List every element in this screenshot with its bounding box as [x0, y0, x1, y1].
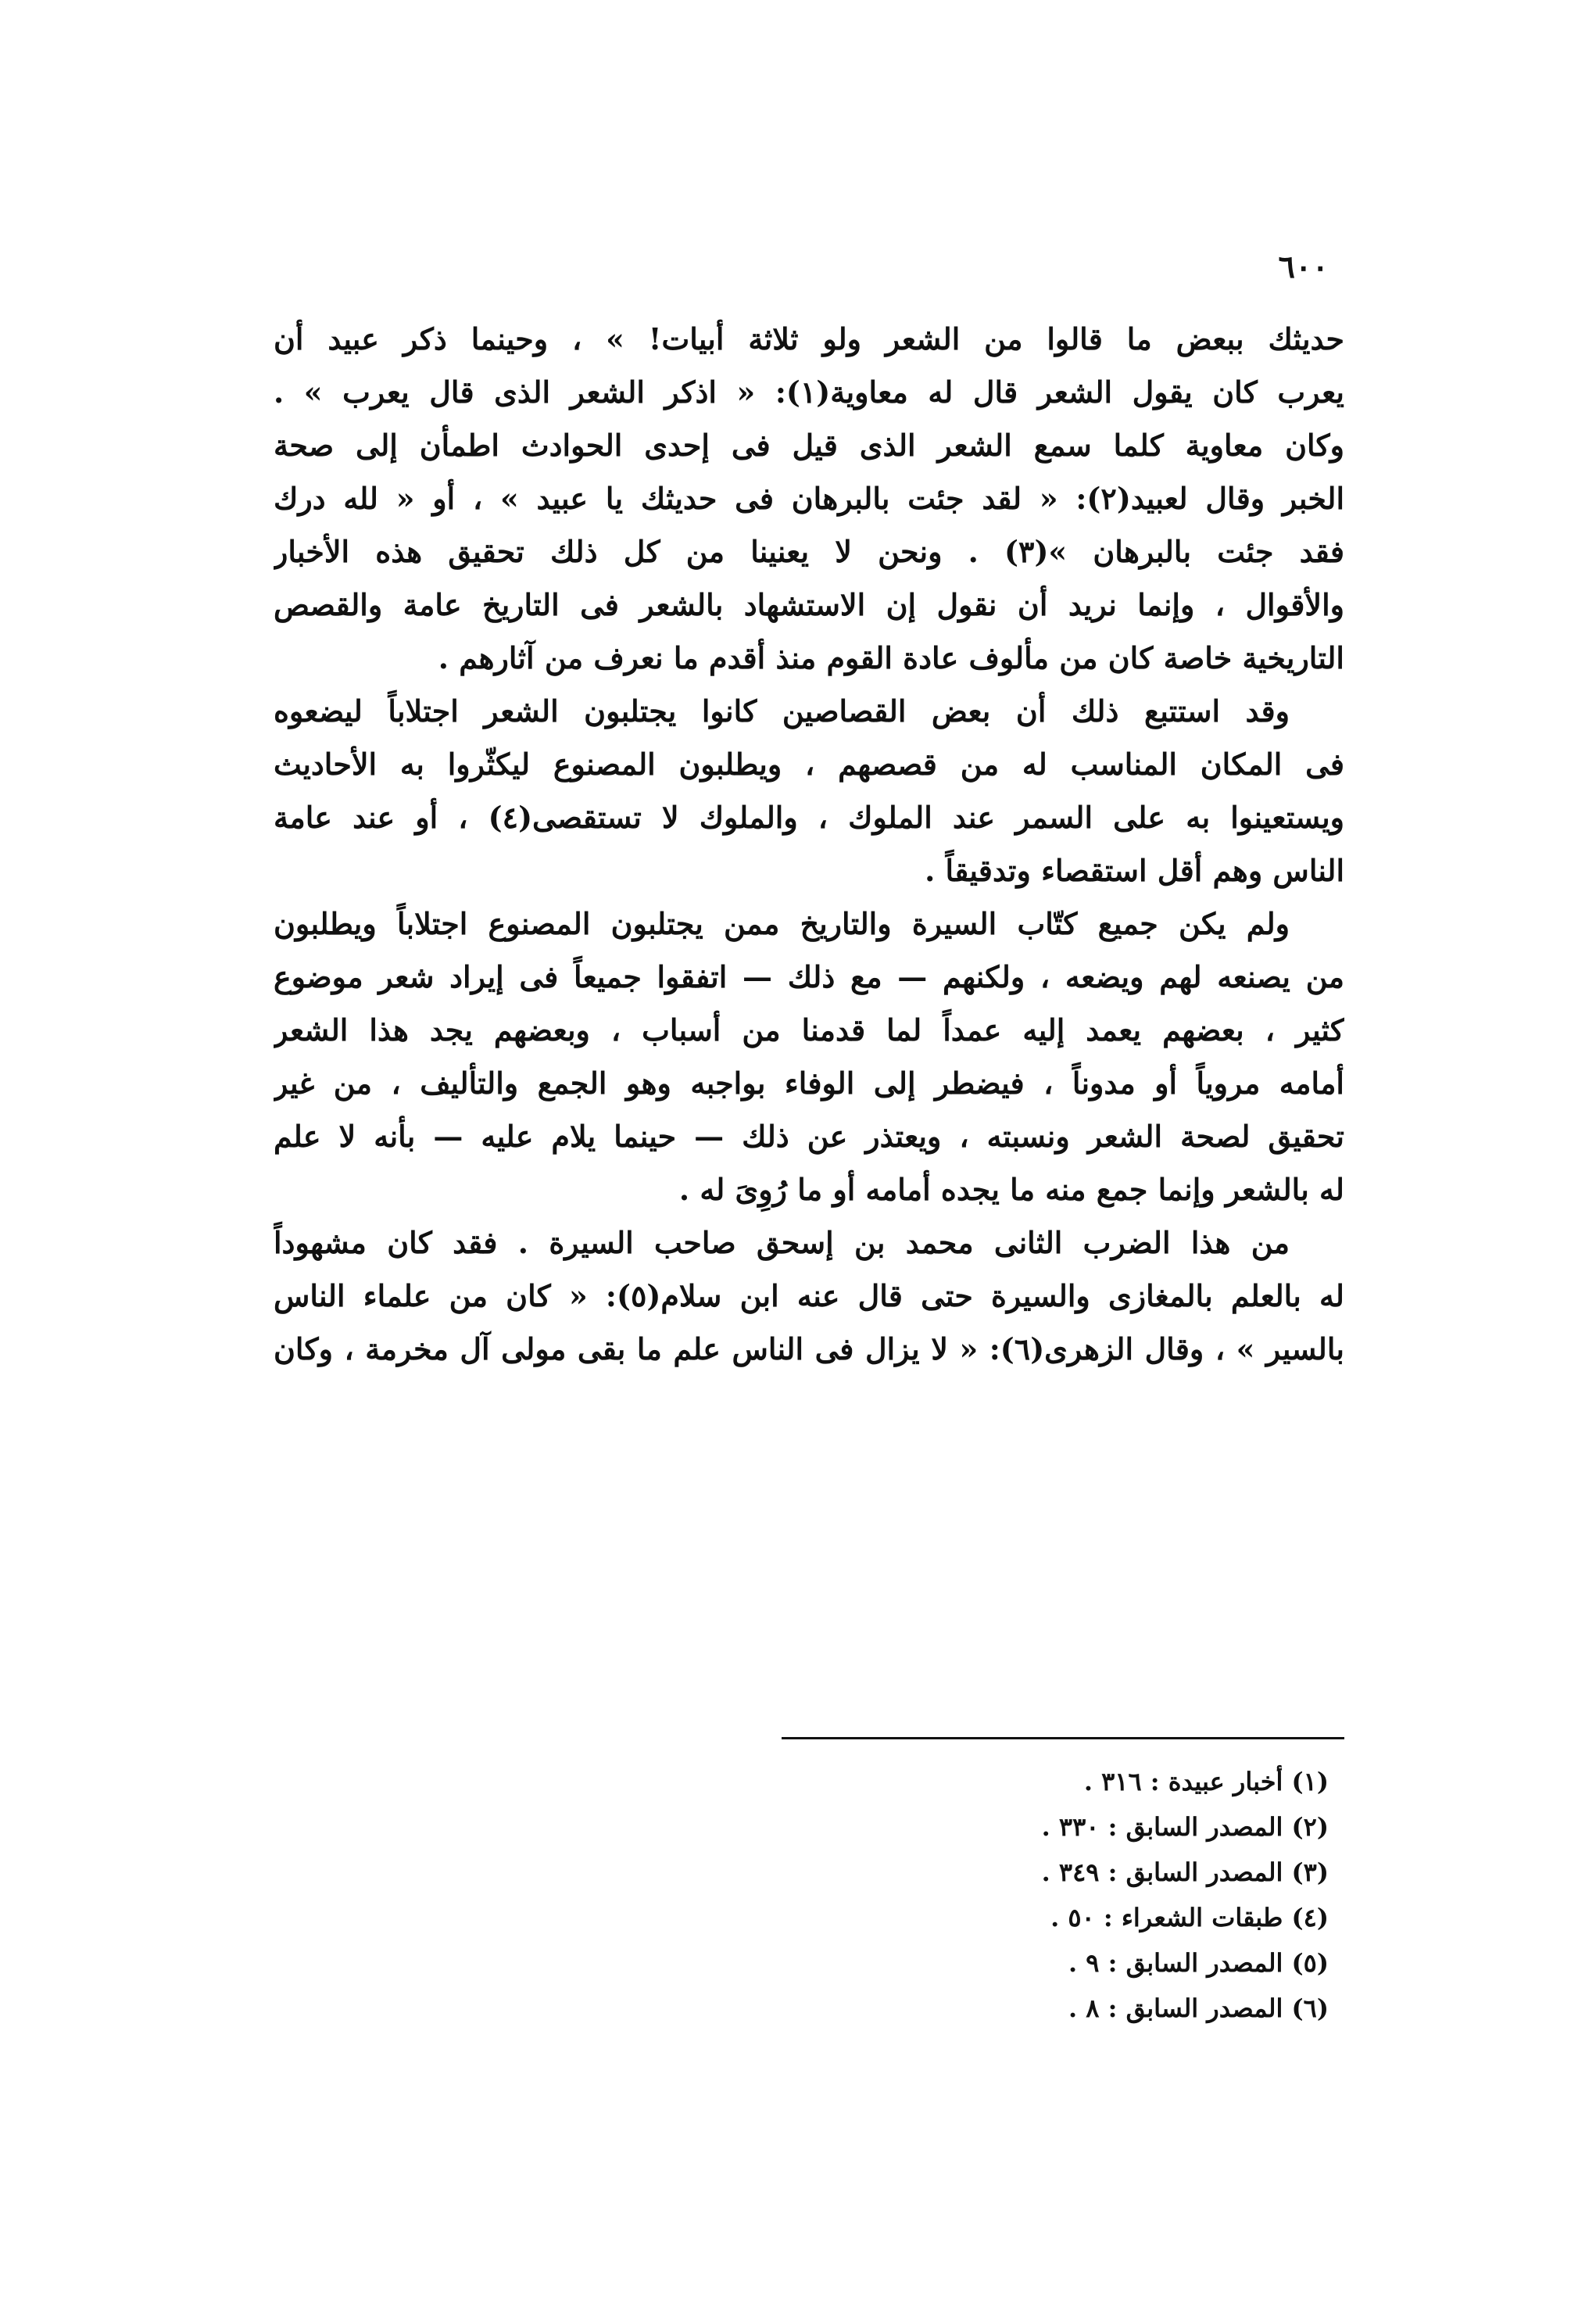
body-text — [274, 313, 1344, 1376]
text-line: فقد جئت بالبرهان »(٣) . ونحن لا يعنينا من كل ذلك تحقيق هذه الأخبار — [274, 534, 1344, 569]
text-line: له بالشعر وإنما جمع منه ما يجده أمامه أو ما رُوِىَ له . — [678, 1172, 1344, 1207]
footnote: (٦) المصدر السابق : ٨ . — [1068, 1993, 1329, 2023]
paragraph-2 — [274, 685, 1344, 897]
paragraph-3 — [274, 897, 1344, 1216]
page-number: ٦٠٠ — [1278, 249, 1329, 285]
text-line: ولم يكن جميع كتّاب السيرة والتاريخ ممن يجتلبون المصنوع اجتلاباً ويطلبون — [274, 906, 1290, 941]
text-line: وقد استتبع ذلك أن بعض القصاصين كانوا يجتلبون الشعر اجتلاباً ليضعوه — [274, 693, 1290, 729]
footnote: (٢) المصدر السابق : ٣٣٠ . — [1041, 1812, 1329, 1842]
text-line: بالسير » ، وقال الزهرى(٦): « لا يزال فى الناس علم ما بقى مولى آل مخرمة ، وكان — [274, 1331, 1344, 1366]
text-line: يعرب كان يقول الشعر قال له معاوية(١): « اذكر الشعر الذى قال يعرب » . — [274, 374, 1344, 410]
paragraph-4 — [274, 1216, 1344, 1376]
text-line: من يصنعه لهم ويضعه ، ولكنهم — مع ذلك — اتفقوا جميعاً فى إيراد شعر موضوع — [274, 959, 1344, 994]
text-line: والأقوال ، وإنما نريد أن نقول إن الاستشهاد بالشعر فى التاريخ عامة والقصص — [274, 587, 1344, 622]
footnote: (٤) طبقات الشعراء : ٥٠ . — [1050, 1903, 1329, 1932]
text-line: التاريخية خاصة كان من مألوف عادة القوم منذ أقدم ما نعرف من آثارهم . — [438, 640, 1344, 675]
paragraph-1 — [274, 313, 1344, 685]
footnote-separator — [782, 1737, 1344, 1739]
footnote: (٣) المصدر السابق : ٣٤٩ . — [1041, 1857, 1329, 1887]
text-line: الناس وهم أقل استقصاء وتدقيقاً . — [925, 853, 1344, 888]
text-line: فى المكان المناسب له من قصصهم ، ويطلبون المصنوع ليكثّروا به الأحاديث — [274, 747, 1344, 782]
text-line: تحقيق لصحة الشعر ونسبته ، ويعتذر عن ذلك — حينما يلام عليه — بأنه لا علم — [274, 1119, 1344, 1154]
text-line: له بالعلم بالمغازى والسيرة حتى قال عنه ابن سلام(٥): « كان من علماء الناس — [274, 1278, 1344, 1313]
text-line: حديثك ببعض ما قالوا من الشعر ولو ثلاثة أبيات! » ، وحينما ذكر عبيد أن — [274, 321, 1344, 356]
footnote: (٥) المصدر السابق : ٩ . — [1068, 1948, 1329, 1978]
footnote: (١) أخبار عبيدة : ٣١٦ . — [1083, 1767, 1329, 1796]
footnotes — [782, 1759, 1329, 2031]
text-line: وكان معاوية كلما سمع الشعر الذى قيل فى إحدى الحوادث اطمأن إلى صحة — [274, 428, 1344, 463]
text-line: كثير ، بعضهم يعمد إليه عمداً لما قدمنا من أسباب ، وبعضهم يجد هذا الشعر — [274, 1012, 1344, 1048]
text-line: الخبر وقال لعبيد(٢): « لقد جئت بالبرهان فى حديثك يا عبيد » ، أو « لله درك — [274, 481, 1344, 516]
text-line: ويستعينوا به على السمر عند الملوك ، والملوك لا تستقصى(٤) ، أو عند عامة — [274, 800, 1344, 835]
text-line: من هذا الضرب الثانى محمد بن إسحق صاحب السيرة . فقد كان مشهوداً — [274, 1225, 1290, 1260]
text-line: أمامه مروياً أو مدوناً ، فيضطر إلى الوفاء بواجبه وهو الجمع والتأليف ، من غير — [274, 1066, 1344, 1101]
